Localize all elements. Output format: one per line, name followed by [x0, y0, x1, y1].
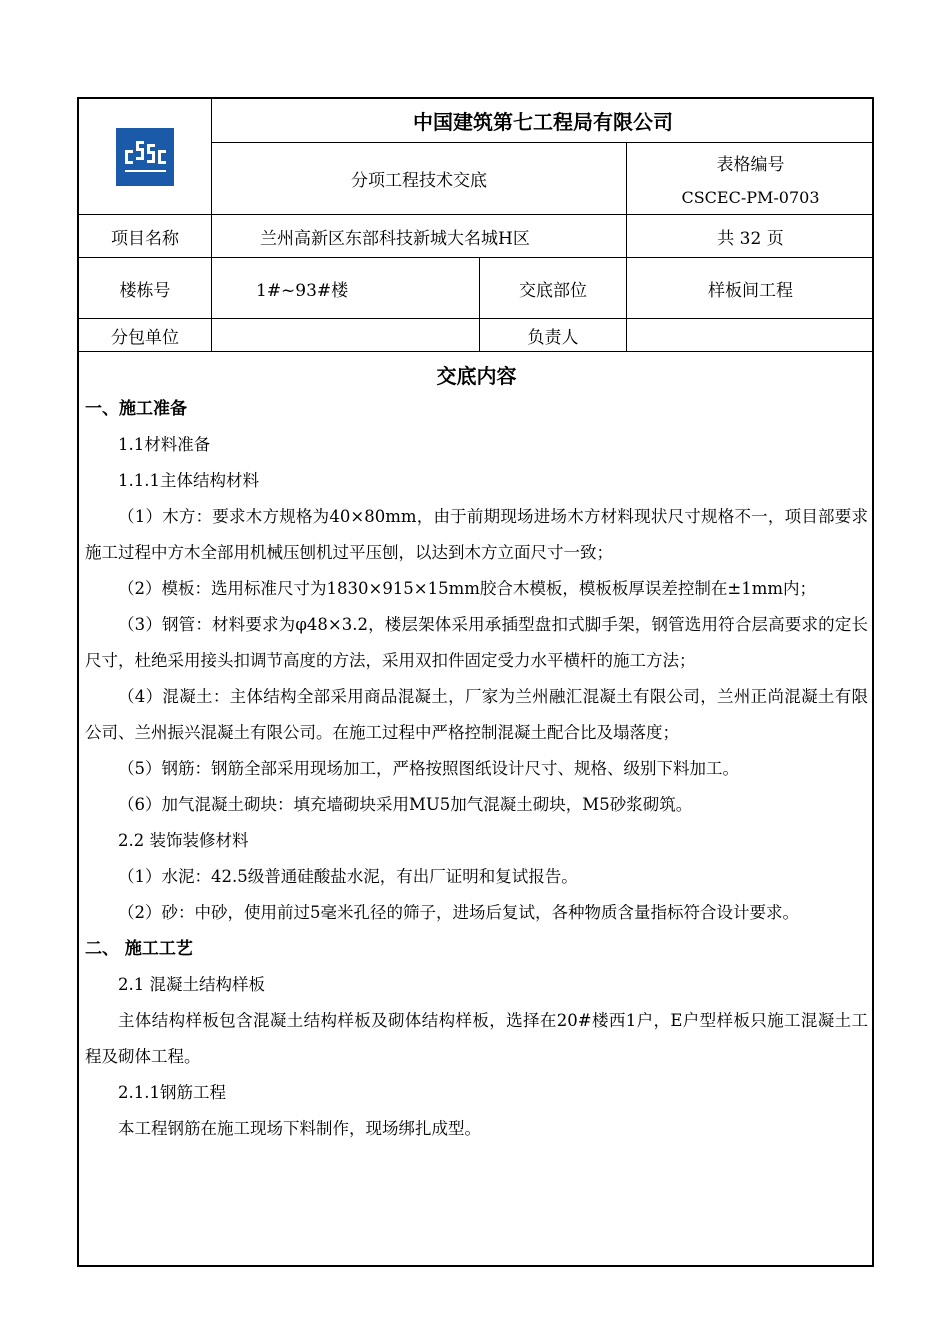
project-name-label: 项目名称	[111, 228, 179, 249]
subcontractor-label: 分包单位	[111, 327, 179, 348]
document-type: 分项工程技术交底	[351, 171, 487, 191]
company-name: 中国建筑第七工程局有限公司	[413, 110, 673, 134]
paragraph: 2.1 混凝土结构样板	[118, 975, 265, 994]
person-in-charge-label: 负责人	[527, 327, 579, 348]
paragraph: （1）木方：要求木方规格为40×80mm，由于前期现场进场木方材料现状尺寸规格不一，项目部要求施工过程中方木全部用机械压刨机过平压刨，以达到木方立面尺寸一致；	[85, 507, 868, 562]
paragraph: （4）混凝土：主体结构全部采用商品混凝土，厂家为兰州融汇混凝土有限公司，兰州正尚混凝土有限公司、兰州振兴混凝土有限公司。在施工过程中严格控制混凝土配合比及塌落度；	[85, 687, 868, 742]
paragraph: （2）模板：选用标准尺寸为1830×915×15mm胶合木模板，模板板厚误差控制在±1mm内；	[118, 579, 817, 598]
content-title: 交底内容	[436, 363, 517, 388]
building-no-label: 楼栋号	[119, 280, 171, 301]
form-number-label: 表格编号	[716, 154, 785, 175]
project-name-value: 兰州高新区东部科技新城大名城H区	[260, 228, 530, 249]
disclosure-part-label: 交底部位	[519, 280, 587, 301]
paragraph: （1）水泥：42.5级普通硅酸盐水泥，有出厂证明和复试报告。	[118, 867, 578, 886]
cscec-logo	[116, 128, 174, 186]
page-count: 共 32 页	[717, 228, 784, 249]
paragraph: 本工程钢筋在施工现场下料制作，现场绑扎成型。	[118, 1119, 481, 1138]
paragraph: （6）加气混凝土砌块：填充墙砌块采用MU5加气混凝土砌块，M5砂浆砌筑。	[118, 795, 693, 814]
person-in-charge-value	[627, 319, 874, 351]
form-number: CSCEC-PM-0703	[681, 188, 820, 208]
section-heading: 二、 施工工艺	[85, 939, 193, 959]
paragraph: 1.1材料准备	[118, 435, 211, 454]
section-heading: 一、施工准备	[85, 399, 187, 419]
building-no-value: 1#~93#楼	[256, 280, 349, 301]
paragraph: 2.2 装饰装修材料	[118, 831, 249, 850]
paragraph: （3）钢管：材料要求为φ48×3.2，楼层架体采用承插型盘扣式脚手架，钢管选用符合层高要求的定长尺寸，杜绝采用接头扣调节高度的方法，采用双扣件固定受力水平横杆的施工方法；	[85, 615, 868, 670]
technical-disclosure-form	[77, 97, 874, 1267]
disclosure-content	[85, 391, 868, 1147]
paragraph: 2.1.1钢筋工程	[118, 1083, 226, 1102]
paragraph: 主体结构样板包含混凝土结构样板及砌体结构样板，选择在20#楼西1户，E户型样板只施工混凝土工程及砌体工程。	[85, 1011, 868, 1066]
disclosure-part-value: 样板间工程	[708, 280, 793, 301]
line	[79, 351, 874, 352]
paragraph: （5）钢筋：钢筋全部采用现场加工，严格按照图纸设计尺寸、规格、级别下料加工。	[118, 759, 739, 778]
paragraph: （2）砂：中砂，使用前过5毫米孔径的筛子，进场后复试，各种物质含量指标符合设计要求。	[118, 903, 799, 922]
logo-cell	[79, 99, 211, 214]
paragraph: 1.1.1主体结构材料	[118, 471, 259, 490]
form-number-cell	[627, 143, 874, 214]
subcontractor-value	[212, 319, 479, 351]
